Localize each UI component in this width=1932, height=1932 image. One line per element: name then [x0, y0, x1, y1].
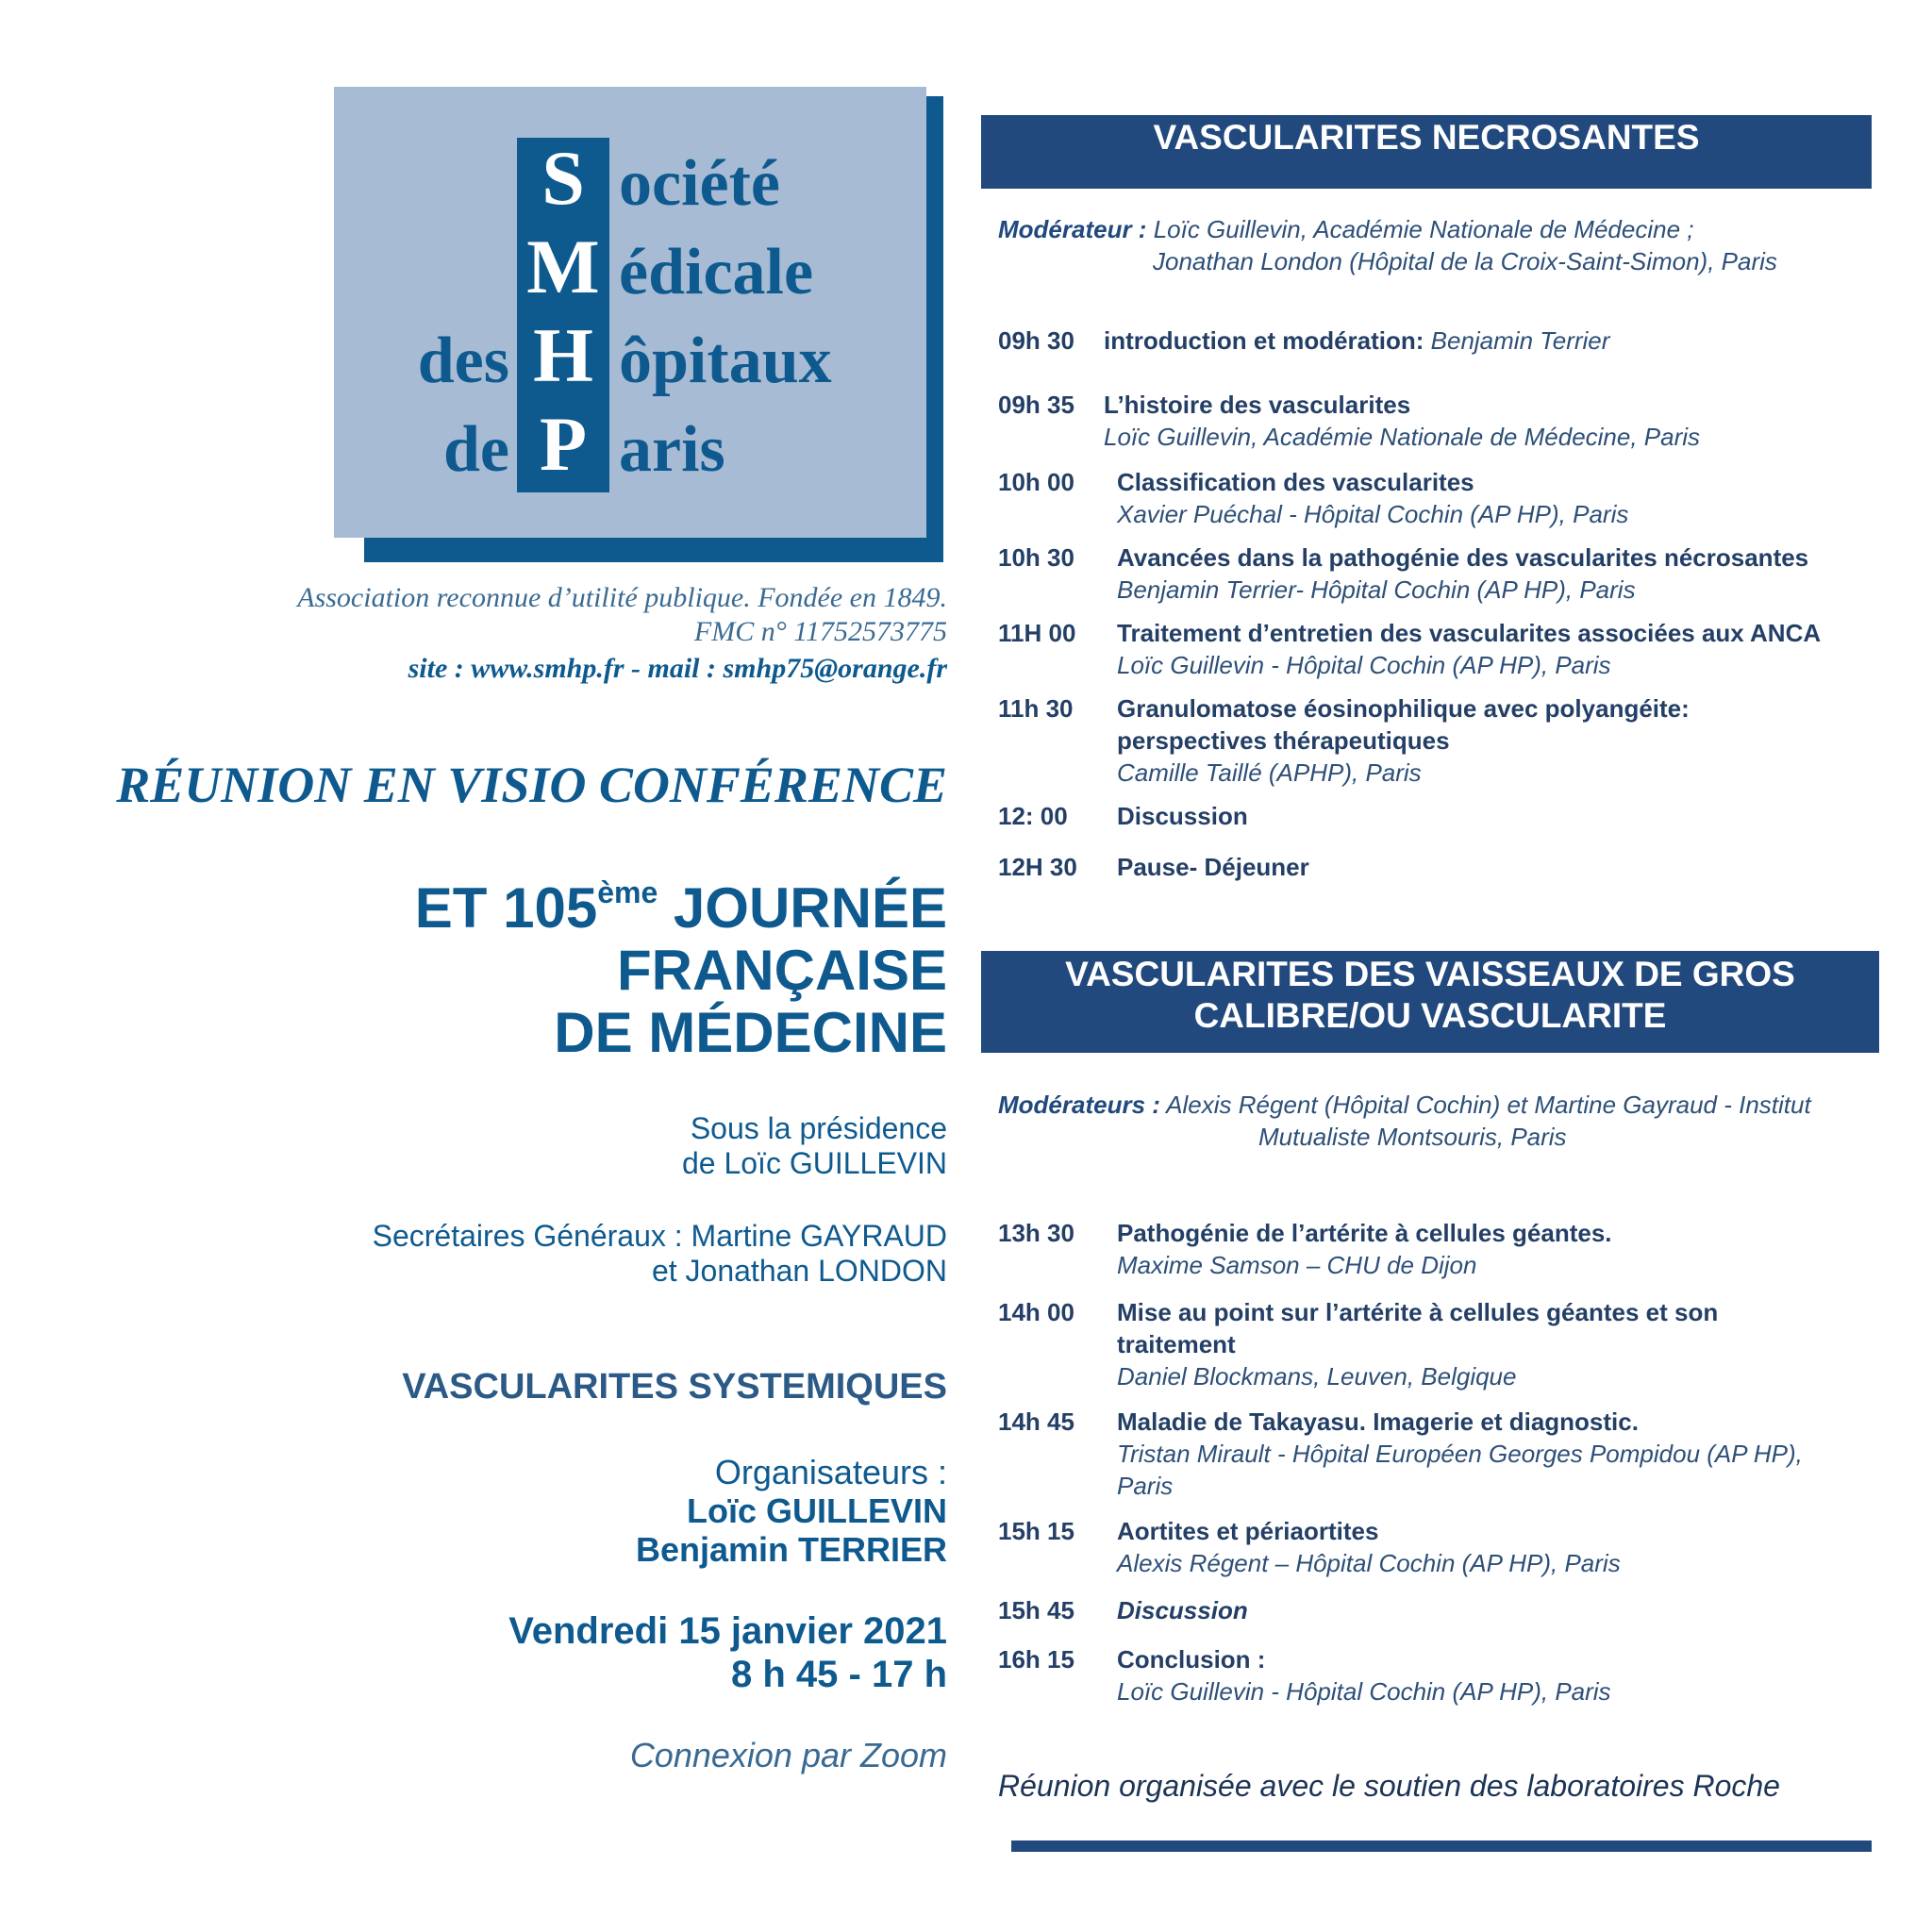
logo-letter-h: H [533, 312, 593, 398]
program-body [1104, 325, 1877, 357]
program-speaker: Xavier Puéchal - Hôpital Cochin (AP HP), Paris [1117, 500, 1629, 528]
section2-moderator-label: Modérateurs : [998, 1091, 1160, 1119]
program-speaker: Alexis Régent – Hôpital Cochin (AP HP), Paris [1117, 1549, 1621, 1577]
section2-moderator-line2: Mutualiste Montsouris, Paris [1258, 1123, 1567, 1151]
program-time: 11H 00 [998, 619, 1076, 647]
organisateur-2: Benjamin TERRIER [635, 1530, 947, 1569]
journee-superscript: ème [597, 875, 658, 909]
program-body [1117, 692, 1890, 789]
program-title: L’histoire des vascularites [1104, 391, 1411, 419]
secretaires-block [373, 1219, 947, 1289]
program-time: 15h 45 [998, 1596, 1074, 1624]
program-title: introduction et modération: [1104, 326, 1424, 355]
presidence-block [682, 1111, 947, 1181]
logo-letter-m: M [526, 224, 600, 309]
secretaires-line1: Secrétaires Généraux : Martine GAYRAUD [372, 1219, 947, 1253]
section1-moderator-names: Loïc Guillevin, Académie Nationale de Médecine ; [1146, 215, 1694, 243]
section1-moderator-label: Modérateur : [998, 215, 1147, 243]
section2-title-line1: VASCULARITES DES VAISSEAUX DE GROS [1065, 955, 1795, 993]
program-speaker: Camille Taillé (APHP), Paris [1117, 758, 1422, 787]
presidence-line2: de Loïc GUILLEVIN [681, 1146, 947, 1180]
journee-line3: DE MÉDECINE [554, 1001, 947, 1064]
journee-line2: FRANÇAISE [616, 939, 947, 1002]
fmc-number: FMC n° 11752573775 [693, 616, 947, 647]
program-speaker: Loïc Guillevin, Académie Nationale de Médecine, Paris [1104, 423, 1701, 451]
program-title: Pause- Déjeuner [1117, 853, 1309, 881]
program-body [1117, 1296, 1890, 1392]
program-title: Discussion [1117, 1596, 1248, 1624]
program-title: Discussion [1117, 802, 1248, 830]
section1-moderator-line1 [998, 213, 1694, 245]
program-time: 16h 15 [998, 1645, 1074, 1674]
program-body [1117, 617, 1890, 681]
logo-word-hopitaux: ôpitaux [619, 325, 832, 397]
program-title: Traitement d’entretien des vascularites associées aux ANCA [1117, 619, 1822, 647]
section2-title-line2: CALIBRE/OU VASCULARITE [1193, 996, 1667, 1035]
section2-moderator-names: Alexis Régent (Hôpital Cochin) et Martine Gayraud - Institut [1159, 1091, 1811, 1119]
program-body [1117, 800, 1890, 832]
theme-title: VASCULARITES SYSTEMIQUES [402, 1367, 947, 1407]
journee-line1 [415, 877, 947, 940]
logo-word-paris: aris [619, 413, 725, 486]
program-time: 12: 00 [998, 802, 1068, 830]
program-body [1117, 1515, 1890, 1579]
program-speaker: Benjamin Terrier- Hôpital Cochin (AP HP), Paris [1117, 575, 1636, 604]
event-hours: 8 h 45 - 17 h [731, 1654, 947, 1695]
section2-header [981, 951, 1879, 1053]
section1-title: VASCULARITES NECROSANTES [1153, 118, 1700, 157]
program-body [1117, 851, 1890, 883]
program-body [1104, 389, 1877, 453]
contact-line: site : www.smhp.fr - mail : smhp75@orange.fr [408, 653, 947, 684]
journee-prefix: ET 105 [414, 876, 598, 940]
journee-title [415, 877, 947, 1064]
program-time: 13h 30 [998, 1219, 1074, 1247]
program-time: 15h 15 [998, 1517, 1074, 1545]
program-speaker-cont: Paris [1117, 1472, 1174, 1500]
logo-word-societe: ociété [619, 147, 780, 220]
program-time: 11h 30 [998, 694, 1074, 723]
program-time: 14h 00 [998, 1298, 1074, 1326]
connexion-zoom: Connexion par Zoom [629, 1736, 947, 1774]
program-body [1117, 1406, 1890, 1502]
support-note: Réunion organisée avec le soutien des laboratoires Roche [998, 1769, 1780, 1803]
event-date: Vendredi 15 janvier 2021 [508, 1610, 947, 1652]
program-speaker: Maxime Samson – CHU de Dijon [1117, 1251, 1477, 1279]
journee-suffix: JOURNÉE [658, 876, 947, 940]
program-title-cont: traitement [1117, 1330, 1236, 1358]
logo-prefix-des: des [417, 325, 509, 397]
bottom-rule [1011, 1840, 1872, 1852]
organisateurs-label: Organisateurs : [714, 1453, 947, 1491]
section1-header [981, 115, 1872, 189]
organisateur-1: Loïc GUILLEVIN [686, 1491, 947, 1530]
program-speaker: Loïc Guillevin - Hôpital Cochin (AP HP), Paris [1117, 1677, 1611, 1706]
program-title: Conclusion : [1117, 1645, 1266, 1674]
program-time: 12H 30 [998, 853, 1077, 881]
program-title: Mise au point sur l’artérite à cellules géantes et son [1117, 1298, 1719, 1326]
program-time: 10h 30 [998, 543, 1074, 572]
program-body [1117, 1643, 1890, 1707]
date-block [508, 1609, 947, 1696]
program-time: 14h 45 [998, 1407, 1074, 1436]
section2-moderator-line1 [998, 1089, 1811, 1121]
program-speaker: Loïc Guillevin - Hôpital Cochin (AP HP), Paris [1117, 651, 1611, 679]
program-body [1117, 1217, 1890, 1281]
organisateurs-block [636, 1453, 947, 1569]
program-title: Aortites et périaortites [1117, 1517, 1379, 1545]
program-speaker: Tristan Mirault - Hôpital Européen Georges Pompidou (AP HP), [1117, 1440, 1803, 1468]
program-time: 10h 00 [998, 468, 1074, 496]
program-title: Pathogénie de l’artérite à cellules géantes. [1117, 1219, 1612, 1247]
program-body [1117, 466, 1890, 530]
program-time: 09h 35 [998, 391, 1074, 419]
program-title: Granulomatose éosinophilique avec polyangéite: [1117, 694, 1690, 723]
logo-letter-s: S [541, 135, 585, 221]
program-time: 09h 30 [998, 326, 1074, 355]
logo-letter-p: P [539, 401, 588, 487]
program-speaker: Daniel Blockmans, Leuven, Belgique [1117, 1362, 1517, 1391]
reunion-title: RÉUNION EN VISIO CONFÉRENCE [116, 757, 947, 813]
program-title: Classification des vascularites [1117, 468, 1474, 496]
program-body [1117, 1594, 1890, 1626]
program-title: Maladie de Takayasu. Imagerie et diagnostic. [1117, 1407, 1639, 1436]
program-title: Avancées dans la pathogénie des vascularites nécrosantes [1117, 543, 1809, 572]
logo-prefix-de: de [443, 413, 509, 486]
program-title-cont: perspectives thérapeutiques [1117, 726, 1450, 755]
program-body [1117, 541, 1890, 606]
logo-word-medicale: édicale [619, 236, 814, 308]
program-speaker: Benjamin Terrier [1424, 326, 1610, 355]
association-status: Association reconnue d’utilité publique. Fondée en 1849. [297, 582, 947, 613]
presidence-line1: Sous la présidence [690, 1111, 947, 1145]
secretaires-line2: et Jonathan LONDON [651, 1254, 947, 1288]
section1-moderator-line2: Jonathan London (Hôpital de la Croix-Saint-Simon), Paris [1153, 247, 1777, 275]
